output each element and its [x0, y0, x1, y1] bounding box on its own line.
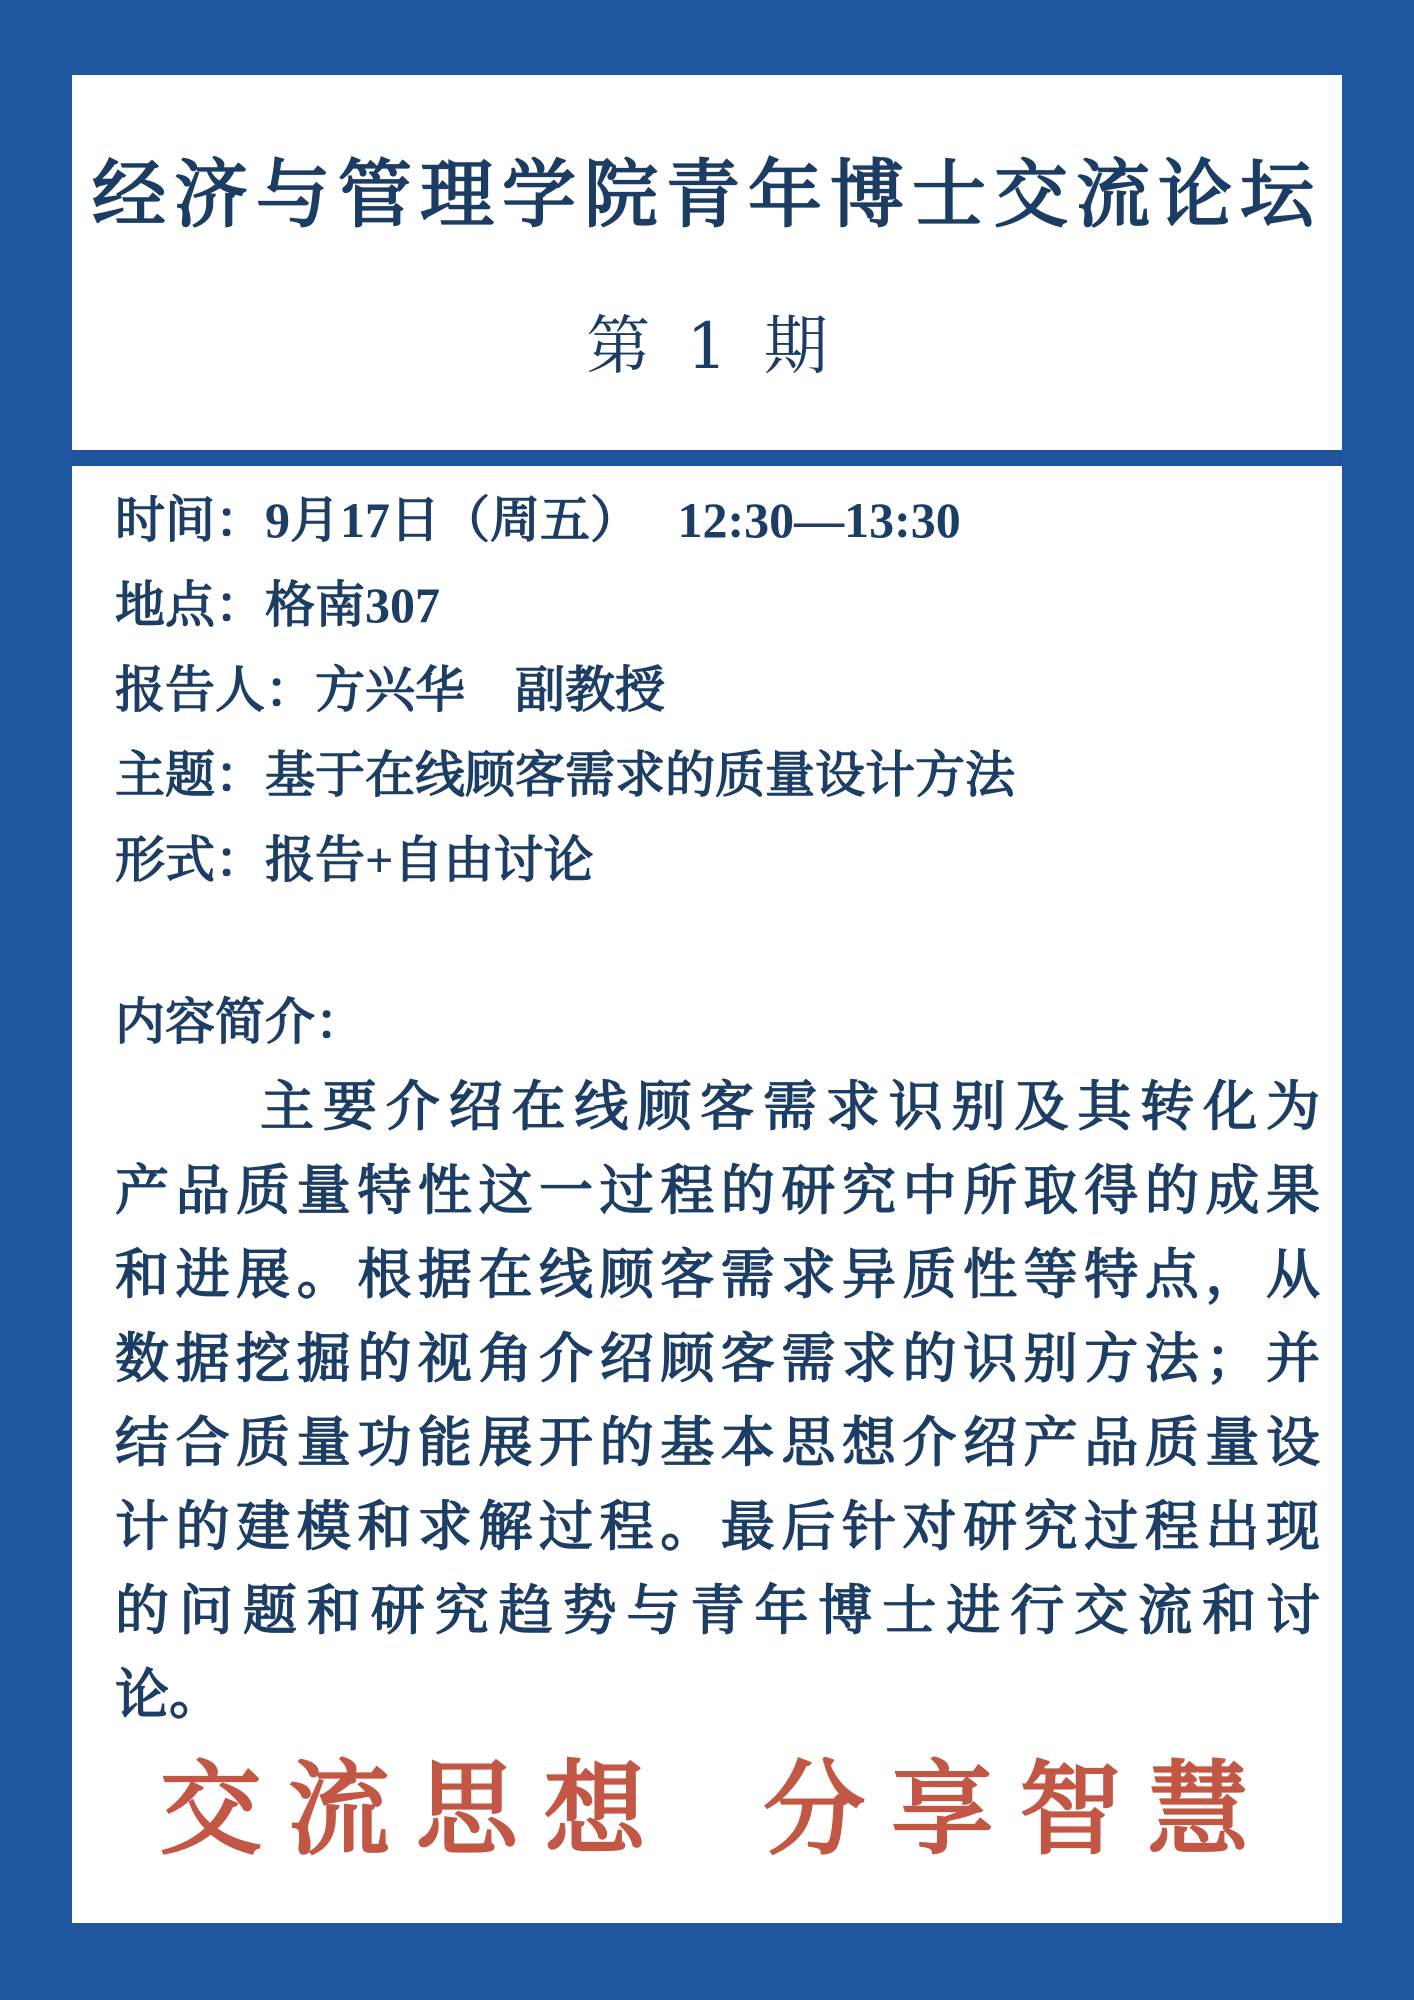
event-info-list [115, 478, 1320, 903]
issue-number: 第 1 期 [586, 310, 828, 384]
forum-title: 经济与管理学院青年博士交流论坛 [92, 153, 1322, 236]
section-heading: 内容简介： [115, 994, 365, 1050]
paragraph-line: 数据挖掘的视角介绍顾客需求的识别方法；并 [115, 1329, 1320, 1389]
abstract-paragraph [115, 1065, 1320, 1737]
paragraph-line: 论。 [115, 1665, 223, 1725]
paragraph-line: 结合质量功能展开的基本思想介绍产品质量设 [115, 1413, 1320, 1473]
divider-bar [72, 450, 1342, 466]
info-line-location: 地点：格南307 [115, 577, 440, 633]
paragraph-line: 产品质量特性这一过程的研究中所取得的成果 [115, 1161, 1320, 1221]
content-panel [72, 466, 1342, 1923]
title-panel [72, 75, 1342, 450]
info-line-topic: 主题：基于在线顾客需求的质量设计方法 [115, 747, 1015, 803]
paragraph-line: 和进展。根据在线顾客需求异质性等特点，从 [115, 1245, 1320, 1305]
paragraph-line: 的问题和研究趋势与青年博士进行交流和讨 [115, 1581, 1320, 1641]
info-line-speaker: 报告人：方兴华 副教授 [115, 662, 665, 718]
slogan-text: 交流思想 分享智慧 [159, 1750, 1276, 1870]
info-line-time: 时间：9月17日（周五） 12:30—13:30 [115, 492, 961, 548]
paragraph-line: 主要介绍在线顾客需求识别及其转化为 [260, 1077, 1320, 1137]
paragraph-line: 计的建模和求解过程。最后针对研究过程出现 [115, 1497, 1320, 1557]
info-line-format: 形式：报告+自由讨论 [115, 832, 594, 888]
